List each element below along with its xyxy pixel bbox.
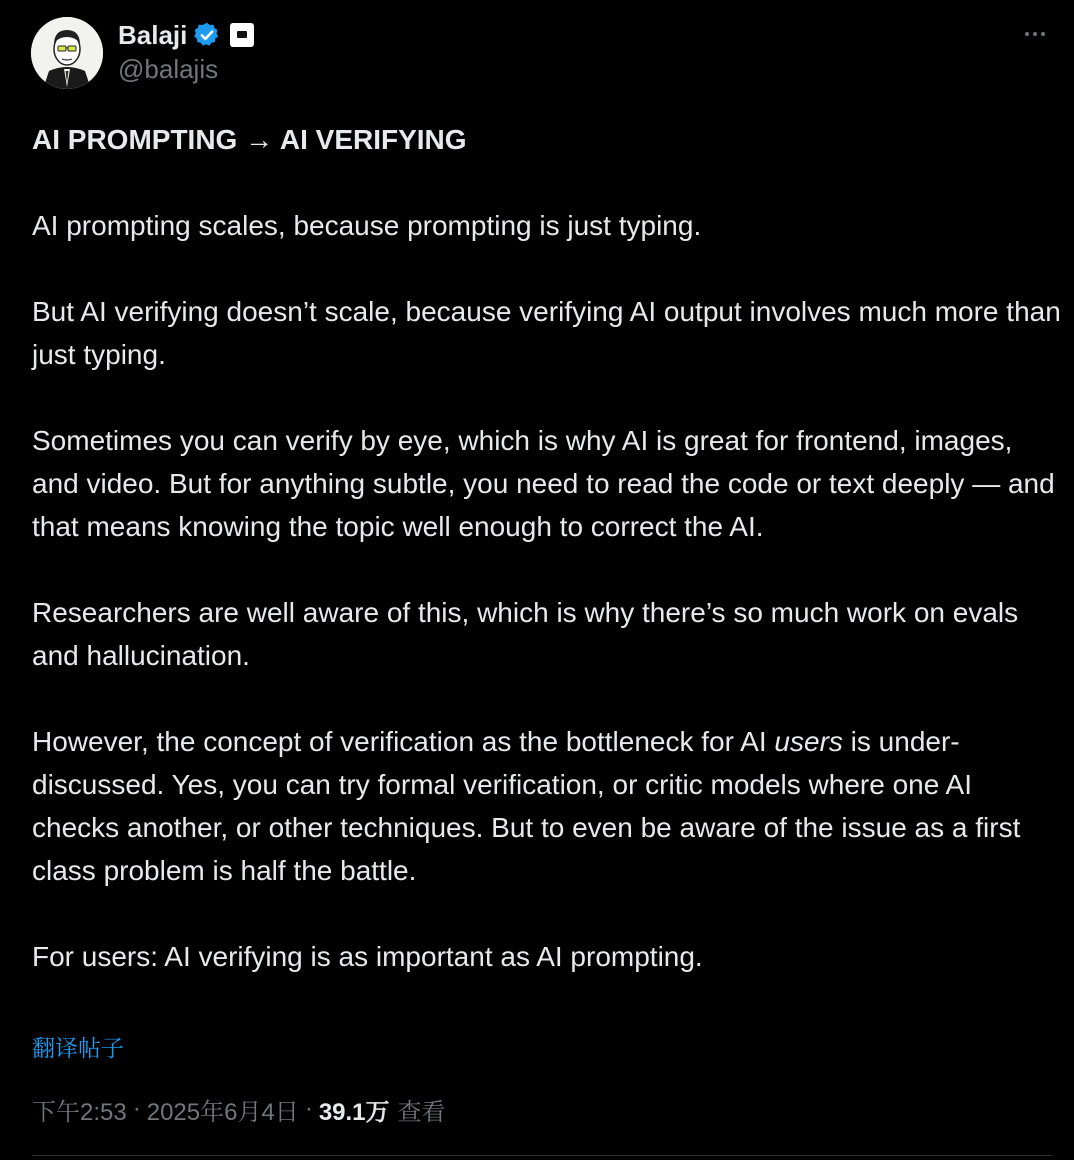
views-count[interactable]: 39.1万: [318, 1098, 390, 1126]
affiliate-badge-icon[interactable]: [230, 23, 254, 47]
tweet-paragraph: AI prompting scales, because prompting is just typing.: [32, 210, 702, 241]
tweet-paragraph: But AI verifying doesn’t scale, because verifying AI output involves much more than just typing.: [32, 296, 1061, 370]
verified-badge-icon[interactable]: [193, 21, 221, 49]
avatar-illustration: [31, 17, 103, 89]
tweet-paragraph: [32, 720, 1062, 892]
tweet-text-segment: However, the concept of verification as the bottleneck for AI: [32, 726, 775, 757]
avatar[interactable]: [31, 17, 103, 89]
tweet-paragraph: Sometimes you can verify by eye, which is why AI is great for frontend, images, and video. But for anything subtle, you need to read the code or text deeply — and that means knowing the topic well enough to correct the AI.: [32, 425, 1055, 542]
meta-separator: ·: [304, 1095, 313, 1122]
author-name-row: [118, 18, 254, 52]
tweet-emphasis: users: [774, 726, 843, 757]
tweet-text-segment: is under-discussed. Yes, you can try formal verification, or critic models where one AI checks another, or other techniques. But to even be aware of the issue as a first class problem is half the battle.: [32, 726, 1021, 886]
post-time[interactable]: 下午2:53: [32, 1098, 127, 1126]
tweet-paragraph: For users: AI verifying is as important as AI prompting.: [32, 941, 703, 972]
tweet-text: [32, 118, 1062, 978]
author-handle[interactable]: @balajis: [118, 54, 219, 84]
more-dot-icon: [1033, 32, 1037, 36]
post-date[interactable]: 2025年6月4日: [146, 1098, 299, 1126]
tweet-meta: [32, 1092, 446, 1126]
divider: [32, 1155, 1052, 1156]
more-options-button[interactable]: [1016, 20, 1054, 48]
meta-separator: ·: [132, 1095, 141, 1122]
translate-post-link[interactable]: 翻译帖子: [32, 1035, 124, 1061]
more-dot-icon: [1025, 32, 1029, 36]
views-label[interactable]: 查看: [397, 1098, 446, 1126]
tweet-paragraph: Researchers are well aware of this, which is why there’s so much work on evals and hallucination.: [32, 597, 1019, 671]
more-dot-icon: [1041, 32, 1045, 36]
author-display-name[interactable]: Balaji: [118, 19, 188, 50]
tweet-headline: AI PROMPTING → AI VERIFYING: [32, 124, 467, 155]
